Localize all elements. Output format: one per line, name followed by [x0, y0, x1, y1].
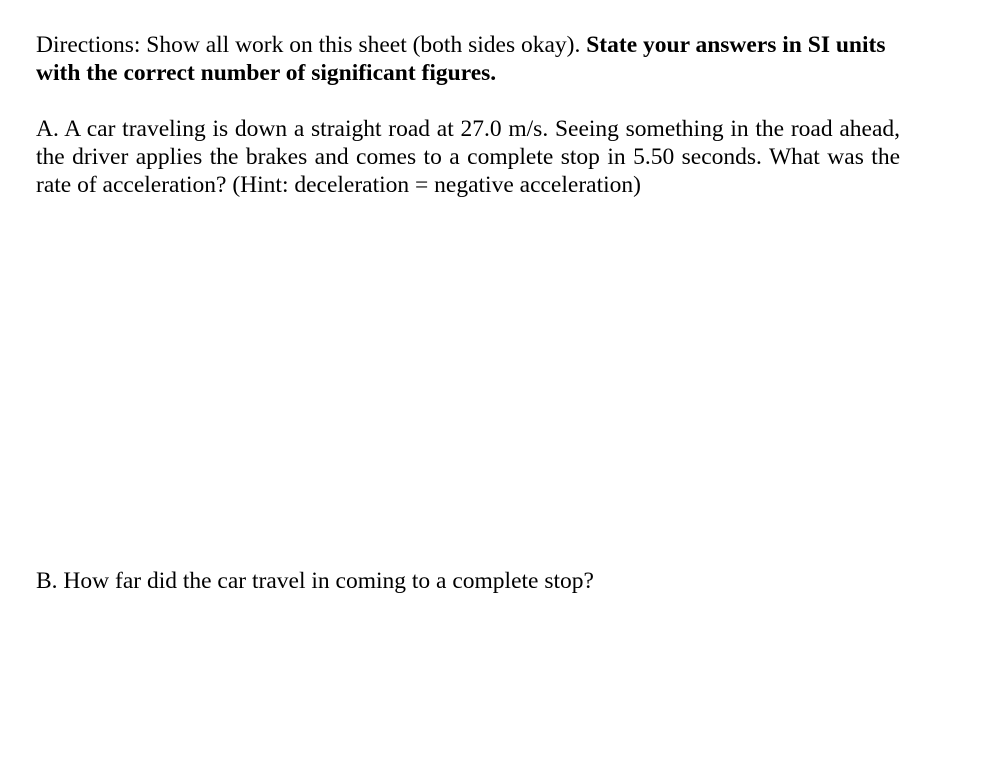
- directions-text: Directions: Show all work on this sheet (both sides okay).: [36, 32, 581, 58]
- question-a: A. A car traveling is down a straight road at 27.0 m/s. Seeing something in the road ahead, the driver applies the brakes and comes to a complete stop in 5.50 seconds. What was the rate of acceleration? (Hint: deceleration = negative acceleration): [36, 116, 900, 198]
- question-b: B. How far did the car travel in coming to a complete stop?: [36, 568, 594, 594]
- directions-bold-text: State your answers in SI units with the correct number of significant figures.: [36, 32, 886, 86]
- directions-paragraph: [36, 31, 916, 87]
